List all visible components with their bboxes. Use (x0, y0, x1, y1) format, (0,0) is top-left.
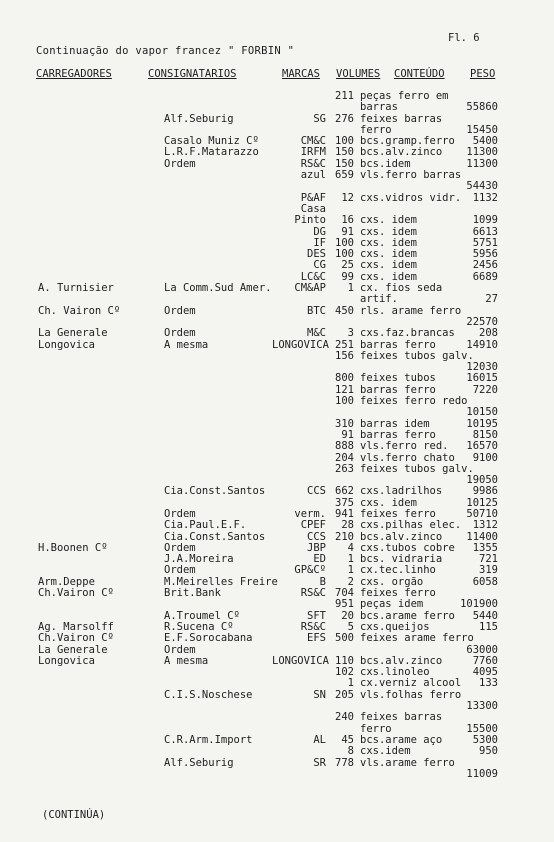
cell-cont: cxs. idem (360, 225, 417, 238)
cell-cont: feixes ferro (360, 507, 436, 520)
cell-cont: barras idem (360, 417, 430, 430)
cell-vol: 102 (335, 666, 354, 679)
cell-cont: cxs. idem (360, 214, 417, 227)
cell-cons: Ordem (164, 507, 196, 520)
cell-mark: Pinto (294, 214, 326, 227)
cell-vol: 100 (335, 395, 354, 408)
cell-ship: A. Turnisier (38, 282, 114, 295)
cell-peso: 63000 (466, 643, 498, 656)
cell-peso: 6689 (472, 270, 498, 283)
cell-peso: 721 (479, 553, 498, 566)
cell-cons: J.A.Moreira (164, 553, 234, 566)
cell-cons: Alf.Seburig (164, 756, 234, 769)
cell-cont: cx. fios seda (360, 282, 443, 295)
cell-cons: Cia.Const.Santos (164, 530, 266, 543)
cell-vol: 3 (347, 327, 354, 340)
cell-vol: 91 (341, 428, 354, 441)
cell-cont: artif. (360, 293, 398, 306)
table-row (0, 249, 554, 260)
table-row (0, 667, 554, 678)
cell-mark: RS&C (300, 157, 326, 170)
table-row (0, 678, 554, 689)
table-row (0, 328, 554, 339)
cell-peso: 115 (479, 620, 498, 633)
column-header-marks: MARCAS (282, 68, 320, 80)
cell-peso: 54430 (466, 180, 498, 193)
cell-peso: 319 (479, 564, 498, 577)
table-row (0, 633, 554, 644)
table-row (0, 520, 554, 531)
cell-mark: CPEF (300, 519, 326, 532)
cell-ship: Longovica (38, 654, 95, 667)
cell-vol: 156 (335, 349, 354, 362)
table-row (0, 769, 554, 780)
cell-peso: 11400 (466, 530, 498, 543)
cell-mark: AL (313, 733, 326, 746)
cell-cons: Ordem (164, 564, 196, 577)
cell-cons: C.R.Arm.Import (164, 733, 253, 746)
cell-mark: DG (313, 225, 326, 238)
cell-cons: A mesma (164, 654, 209, 667)
continues-note: (CONTINÚA) (42, 809, 106, 821)
cell-ship: Arm.Deppe (38, 575, 95, 588)
table-row (0, 204, 554, 215)
cell-ship: La Generale (38, 643, 108, 656)
cell-peso: 1132 (472, 191, 498, 204)
cell-cons: Ordem (164, 304, 196, 317)
cell-mark: ED (313, 553, 326, 566)
table-row (0, 385, 554, 396)
cell-peso: 7220 (472, 383, 498, 396)
cell-peso: 14910 (466, 338, 498, 351)
cell-peso: 7760 (472, 654, 498, 667)
cell-vol: 211 (335, 90, 354, 102)
table-row (0, 441, 554, 452)
cell-cons: Cia.Paul.E.F. (164, 519, 247, 532)
cell-vol: 28 (341, 519, 354, 532)
cell-cont: bcs.gramp.ferro (360, 135, 455, 148)
table-row (0, 701, 554, 712)
cell-cons: Cia.Const.Santos (164, 485, 266, 498)
table-row (0, 238, 554, 249)
cell-cont: barras ferro (360, 383, 436, 396)
cell-mark: GP&Cº (294, 564, 326, 577)
cell-peso: 5400 (472, 135, 498, 148)
table-row (0, 712, 554, 723)
cell-cont: bcs.idem (360, 157, 411, 170)
cell-vol: 251 (335, 338, 354, 351)
cell-vol: 100 (335, 236, 354, 249)
table-row (0, 656, 554, 667)
cell-vol: 25 (341, 259, 354, 272)
cell-vol: 100 (335, 135, 354, 148)
table-row (0, 181, 554, 192)
cell-peso: 101900 (460, 598, 498, 611)
cell-vol: 204 (335, 451, 354, 464)
table-row (0, 475, 554, 486)
cell-ship: Ch.Vairon Cº (38, 587, 114, 600)
table-row (0, 193, 554, 204)
cell-mark: CM&AP (294, 282, 326, 295)
cell-mark: JBP (307, 541, 326, 554)
cell-vol: 12 (341, 191, 354, 204)
cell-peso: 8150 (472, 428, 498, 441)
cell-cons: Ordem (164, 541, 196, 554)
cell-peso: 1355 (472, 541, 498, 554)
cell-mark: LONGOVICA (272, 338, 329, 351)
cell-cont: barras ferro (360, 428, 436, 441)
cell-cont: cxs.vidros vidr. (360, 191, 462, 204)
table-row (0, 260, 554, 271)
cell-vol: 1 (347, 677, 354, 690)
column-header-weight: PESO (470, 68, 496, 80)
cell-cont: feixes tubos galv. (360, 349, 474, 362)
cell-vol: 205 (335, 688, 354, 701)
cell-cont: cxs. idem (360, 259, 417, 272)
cell-vol: 110 (335, 654, 354, 667)
cell-cons: La Comm.Sud Amer. (164, 282, 272, 295)
cell-ship: Longovica (38, 338, 95, 351)
cell-ship: La Generale (38, 327, 108, 340)
cell-cont: bcs. vidraria (360, 553, 443, 566)
table-row (0, 486, 554, 497)
cell-vol: 951 (335, 598, 354, 611)
table-row (0, 599, 554, 610)
cell-mark: P&AF (300, 191, 326, 204)
table-row (0, 724, 554, 735)
cell-cont: cxs. idem (360, 236, 417, 249)
cell-vol: 704 (335, 587, 354, 600)
cell-cont: ferro (360, 123, 392, 136)
cell-mark: CM&C (300, 135, 326, 148)
table-row (0, 746, 554, 757)
cell-vol: 450 (335, 304, 354, 317)
cell-ship: Ag. Marsolff (38, 620, 114, 633)
cell-vol: 1 (347, 564, 354, 577)
cell-cont: peças ferro em (360, 90, 449, 102)
cell-cont: vls.ferro chato (360, 451, 455, 464)
cell-mark: SN (313, 688, 326, 701)
cell-vol: 45 (341, 733, 354, 746)
cell-peso: 6613 (472, 225, 498, 238)
cell-peso: 19050 (466, 474, 498, 487)
cell-mark: CCS (307, 485, 326, 498)
table-row (0, 373, 554, 384)
table-row (0, 159, 554, 170)
table-row (0, 227, 554, 238)
cell-mark: RS&C (300, 620, 326, 633)
cell-peso: 950 (479, 745, 498, 758)
cell-vol: 16 (341, 214, 354, 227)
page-number: Fl. 6 (448, 32, 480, 44)
cell-peso: 6058 (472, 575, 498, 588)
cell-vol: 8 (347, 745, 354, 758)
cell-cons: Ordem (164, 327, 196, 340)
cell-mark: BTC (307, 304, 326, 317)
cell-cont: bcs.alv.zinco (360, 530, 443, 543)
cell-vol: 91 (341, 225, 354, 238)
table-row (0, 543, 554, 554)
cell-peso: 10150 (466, 406, 498, 419)
cell-cont: cxs.idem (360, 745, 411, 758)
cell-ship: Ch. Vairon Cº (38, 304, 121, 317)
cell-cons: E.F.Sorocabana (164, 632, 253, 645)
cell-cont: bcs.alv.zinco (360, 654, 443, 667)
cell-peso: 5300 (472, 733, 498, 746)
manifest-table (0, 91, 554, 780)
cell-peso: 16015 (466, 372, 498, 385)
cell-peso: 27 (485, 293, 498, 306)
cell-cont: cxs.queijos (360, 620, 430, 633)
cell-peso: 133 (479, 677, 498, 690)
cell-vol: 4 (347, 541, 354, 554)
cell-cont: feixes barras (360, 711, 443, 724)
cell-mark: LC&C (300, 270, 326, 283)
cell-cont: bcs.alv.zinco (360, 146, 443, 159)
cell-mark: IF (313, 236, 326, 249)
cell-cont: cx.verniz alcool (360, 677, 462, 690)
cell-vol: 100 (335, 248, 354, 261)
cell-cont: cxs.faz.brancas (360, 327, 455, 340)
cell-cont: vls.ferro red. (360, 440, 449, 453)
cell-cons: Alf.Seburig (164, 112, 234, 125)
cell-vol: 99 (341, 270, 354, 283)
table-row (0, 125, 554, 136)
cell-vol: 121 (335, 383, 354, 396)
cell-mark: IRFM (300, 146, 326, 159)
cell-vol: 941 (335, 507, 354, 520)
cell-peso: 10125 (466, 496, 498, 509)
cell-cons: A.Troumel Cº (164, 609, 240, 622)
cell-vol: 662 (335, 485, 354, 498)
cell-peso: 1312 (472, 519, 498, 532)
cell-cont: cxs. orgão (360, 575, 424, 588)
table-row (0, 407, 554, 418)
cell-mark: B (319, 575, 326, 588)
table-row (0, 554, 554, 565)
cell-cons: C.I.S.Noschese (164, 688, 253, 701)
cell-vol: 276 (335, 112, 354, 125)
cell-cons: Brit.Bank (164, 587, 221, 600)
cell-peso: 5440 (472, 609, 498, 622)
cell-peso: 208 (479, 327, 498, 340)
cell-cont: cxs.linoleo (360, 666, 430, 679)
cell-cont: cx.tec.linho (360, 564, 436, 577)
cell-mark: RS&C (300, 587, 326, 600)
cell-cont: feixes tubos (360, 372, 436, 385)
cell-peso: 5956 (472, 248, 498, 261)
cell-peso: 1099 (472, 214, 498, 227)
cell-peso: 11300 (466, 146, 498, 159)
cell-cont: cxs.ladrilhos (360, 485, 443, 498)
table-row (0, 509, 554, 520)
cell-cont: cxs.pilhas elec. (360, 519, 462, 532)
cell-cont: ferro (360, 722, 392, 735)
table-row (0, 283, 554, 294)
cell-cont: feixes arame ferro (360, 632, 474, 645)
cell-cons: L.R.F.Matarazzo (164, 146, 259, 159)
cell-cons: Casalo Muniz Cº (164, 135, 259, 148)
cell-cont: vls.folhas ferro (360, 688, 462, 701)
cell-cont: barras ferro (360, 338, 436, 351)
cell-peso: 2456 (472, 259, 498, 272)
cell-peso: 9986 (472, 485, 498, 498)
cell-peso: 11009 (466, 767, 498, 780)
column-header-consignees: CONSIGNATARIOS (148, 68, 237, 80)
cell-vol: 375 (335, 496, 354, 509)
cell-cont: feixes ferro (360, 587, 436, 600)
cell-vol: 500 (335, 632, 354, 645)
column-header-contents: CONTEÚDO (394, 68, 445, 80)
cell-vol: 150 (335, 157, 354, 170)
cell-vol: 150 (335, 146, 354, 159)
cell-peso: 22570 (466, 315, 498, 328)
cell-peso: 10195 (466, 417, 498, 430)
cell-mark: SFT (307, 609, 326, 622)
cell-peso: 13300 (466, 700, 498, 713)
cell-peso: 12030 (466, 361, 498, 374)
cell-cont: feixes ferro redo (360, 395, 468, 408)
cell-cons: R.Sucena Cº (164, 620, 234, 633)
cell-vol: 240 (335, 711, 354, 724)
cell-cons: A mesma (164, 338, 209, 351)
cell-mark: LONGOVICA (272, 654, 329, 667)
cell-cont: peças idem (360, 598, 424, 611)
cell-cons: Ordem (164, 643, 196, 656)
table-row (0, 735, 554, 746)
cell-vol: 5 (347, 620, 354, 633)
cell-vol: 2 (347, 575, 354, 588)
cell-cont: feixes tubos galv. (360, 462, 474, 475)
cell-vol: 800 (335, 372, 354, 385)
cell-cont: cxs. idem (360, 270, 417, 283)
cell-vol: 210 (335, 530, 354, 543)
table-row (0, 419, 554, 430)
cell-cont: feixes barras (360, 112, 443, 125)
table-row (0, 294, 554, 305)
cell-mark: DES (307, 248, 326, 261)
cell-mark: EFS (307, 632, 326, 645)
cell-vol: 659 (335, 169, 354, 182)
cell-ship: Ch.Vairon Cº (38, 632, 114, 645)
cell-vol: 1 (347, 553, 354, 566)
cell-cont: cxs. idem (360, 496, 417, 509)
cell-mark: CG (313, 259, 326, 272)
cell-ship: H.Boonen Cº (38, 541, 108, 554)
cell-cons: Ordem (164, 157, 196, 170)
cell-vol: 310 (335, 417, 354, 430)
column-header-shippers: CARREGADORES (36, 68, 112, 80)
cell-cont: bcs.arame ferro (360, 609, 455, 622)
cell-peso: 9100 (472, 451, 498, 464)
cell-cont: bcs.arame aço (360, 733, 443, 746)
cell-cons: M.Meirelles Freire (164, 575, 278, 588)
cell-peso: 15450 (466, 123, 498, 136)
cell-cont: cxs.tubos cobre (360, 541, 455, 554)
cell-mark: Casa (300, 202, 326, 215)
document-title: Continuação do vapor francez " FORBIN " (36, 45, 295, 57)
cell-peso: 50710 (466, 507, 498, 520)
table-row (0, 215, 554, 226)
cell-peso: 5751 (472, 236, 498, 249)
cell-vol: 263 (335, 462, 354, 475)
cell-peso: 55860 (466, 101, 498, 114)
cell-vol: 20 (341, 609, 354, 622)
cell-cont: vls.ferro barras (360, 169, 462, 182)
cell-mark: M&C (307, 327, 326, 340)
cell-vol: 778 (335, 756, 354, 769)
cell-peso: 11300 (466, 157, 498, 170)
cell-cont: cxs. idem (360, 248, 417, 261)
column-header-volumes: VOLUMES (336, 68, 381, 80)
cell-cont: barras (360, 101, 398, 114)
cell-mark: SR (313, 756, 326, 769)
cell-peso: 15500 (466, 722, 498, 735)
cell-peso: 4095 (472, 666, 498, 679)
cell-mark: verm. (294, 507, 326, 520)
cell-mark: CCS (307, 530, 326, 543)
cell-mark: azul (300, 169, 326, 182)
cell-mark: SG (313, 112, 326, 125)
cell-peso: 16570 (466, 440, 498, 453)
cell-vol: 1 (347, 282, 354, 295)
table-row (0, 102, 554, 113)
cell-vol: 888 (335, 440, 354, 453)
cell-cont: rls. arame ferro (360, 304, 462, 317)
cell-cont: vls.arame ferro (360, 756, 455, 769)
